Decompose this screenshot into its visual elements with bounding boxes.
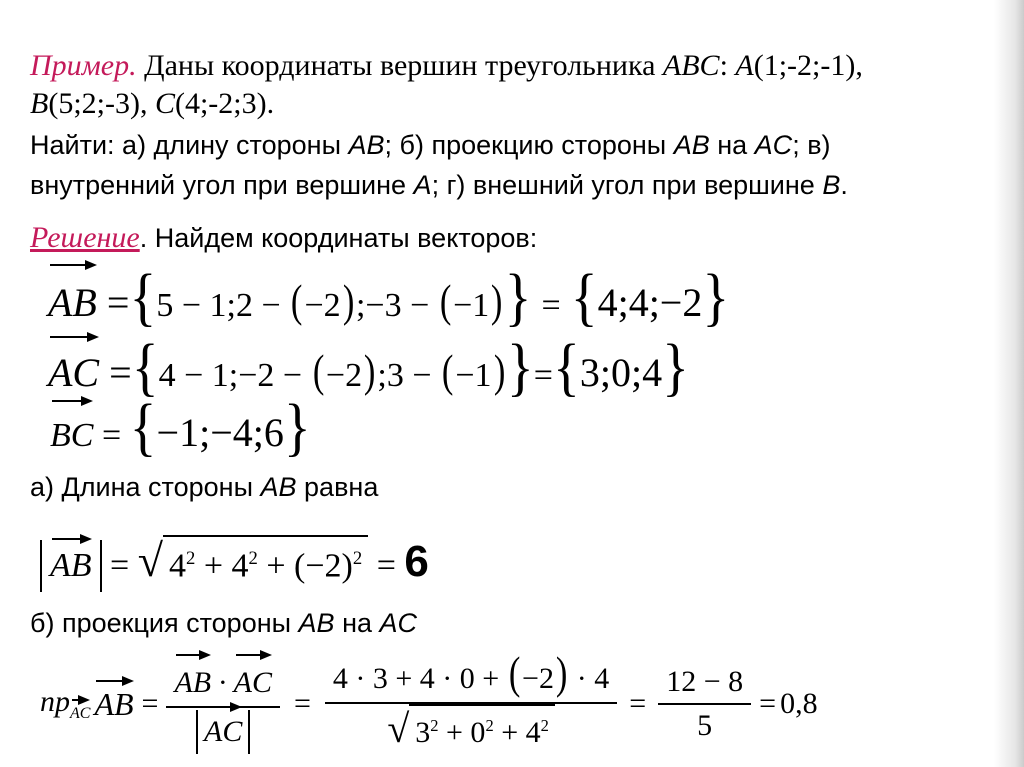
part-a-formula: AB = √ $4^2 + 4^2 + (-2)^2 = 6$: [40, 526, 429, 596]
part-a-result: 6: [404, 537, 429, 586]
task-line-2: внутренний угол при вершине A; г) внешний угол при вершине B.: [30, 170, 848, 200]
intro-line-1: Пример. Даны координаты вершин треугольника ABC: A(1;-2;-1),: [30, 49, 863, 82]
sqrt-radicand: $4^2 + 4^2 + (-2)^2$: [163, 535, 368, 588]
vector-ac-row: AC ={4 − 1;−2 − (−2);3 − (−1)}={3;0;4}: [48, 332, 689, 404]
fraction-2: $\frac{4 \cdot 3 + 4 \cdot 0 + (-2) \cdot 4}{√ 3^2 + 0^2 + 4^2}$: [325, 650, 617, 758]
vector-bc-row: BC = {−1;−4;6}: [50, 400, 311, 460]
solution-label: Решение: [30, 221, 140, 254]
vector-ab: AB: [48, 270, 97, 336]
fraction-3: $\frac{12 - 8}{5}$: [658, 661, 751, 747]
intro-line-2: B(5;2;-3), C(4;-2;3).: [30, 87, 275, 120]
page-edge-shadow: [994, 0, 1024, 767]
pr-symbol: $пр_{AC}$: [40, 685, 91, 722]
vector-ac: AC: [48, 342, 99, 404]
vector-bc-result: −1;−4;6: [156, 410, 284, 455]
part-a-heading: а) Длина стороны AB равна: [30, 472, 379, 502]
vector-ab-result: 4;4;−2: [597, 280, 703, 325]
vector-ac-result: 3;0;4: [579, 350, 663, 395]
task-line-1: Найти: а) длину стороны AB; б) проекцию стороны AB на AC; в): [30, 130, 831, 160]
fraction-1: $\frac{AB \cdot AC}{AC}$: [166, 652, 280, 756]
vector-ab-row: AB ={5 − 1;2 − (−2);−3 − (−1)} = {4;4;−2}: [48, 270, 729, 336]
abs-vector-ab: AB: [40, 540, 102, 592]
part-b-result: 0,8: [780, 687, 818, 720]
solution-line: Решение. Найдем координаты векторов:: [30, 221, 538, 254]
sqrt-sign: √: [137, 535, 163, 586]
vector-bc: BC: [50, 406, 93, 466]
part-b-heading: б) проекция стороны AB на AC: [30, 608, 418, 638]
part-b-formula: $пр_{AC}$ AB = $\frac{AB \cdot AC}{AC}$ = $\frac{4 \cdot 3 + 4 \cdot 0 + (-2) \cdot 4}{√ 3^2 + 0^2 + 4^2}$ = $\frac{12 - 8}{5}$ = 0,8: [40, 648, 818, 760]
example-label: Пример.: [30, 49, 137, 82]
